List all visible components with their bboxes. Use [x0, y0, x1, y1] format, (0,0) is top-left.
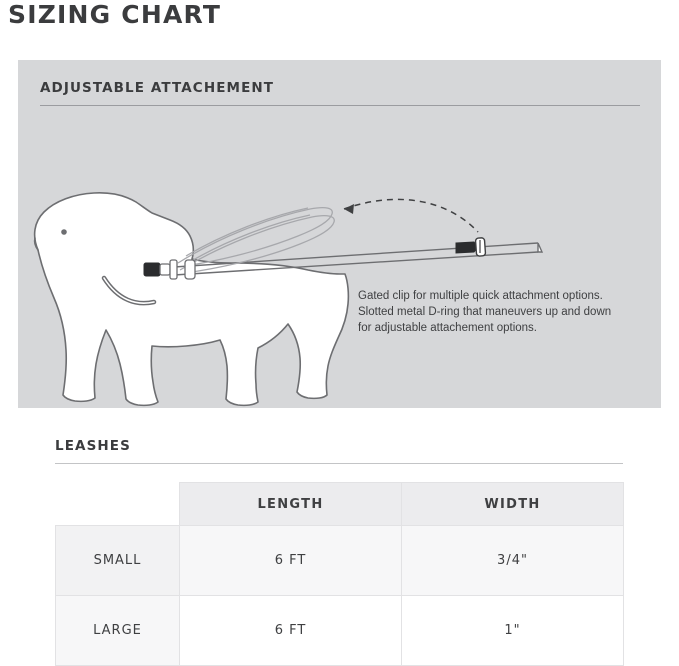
- leashes-size-table: [55, 482, 624, 666]
- cell-small-length: 6 FT: [180, 526, 402, 596]
- column-header-length: LENGTH: [180, 483, 402, 526]
- panel-heading: ADJUSTABLE ATTACHEMENT: [40, 80, 275, 96]
- gated-clip-left: [144, 260, 195, 279]
- attachment-caption: [358, 288, 648, 336]
- table-header-row: [56, 483, 624, 526]
- cell-small-width: 3/4": [402, 526, 624, 596]
- caption-line-3: for adjustable attachement options.: [358, 322, 538, 334]
- column-header-width: WIDTH: [402, 483, 624, 526]
- caption-line-2: Slotted metal D-ring that maneuvers up and down: [358, 306, 612, 318]
- table-row: [56, 526, 624, 596]
- motion-arrow: [344, 199, 478, 232]
- arrow-head: [344, 204, 354, 214]
- slotted-d-ring: [456, 238, 486, 257]
- leashes-divider: [55, 463, 623, 464]
- leashes-heading: LEASHES: [55, 438, 131, 454]
- table-row: [56, 596, 624, 666]
- caption-line-1: Gated clip for multiple quick attachment options.: [358, 290, 603, 302]
- cell-large-width: 1": [402, 596, 624, 666]
- cell-large-length: 6 FT: [180, 596, 402, 666]
- table-corner-cell: [56, 483, 180, 526]
- dog-leash-illustration: [18, 60, 661, 408]
- row-label-large: LARGE: [56, 596, 180, 666]
- page-title: SIZING CHART: [8, 0, 222, 29]
- adjustable-attachment-panel: [18, 60, 661, 408]
- row-label-small: SMALL: [56, 526, 180, 596]
